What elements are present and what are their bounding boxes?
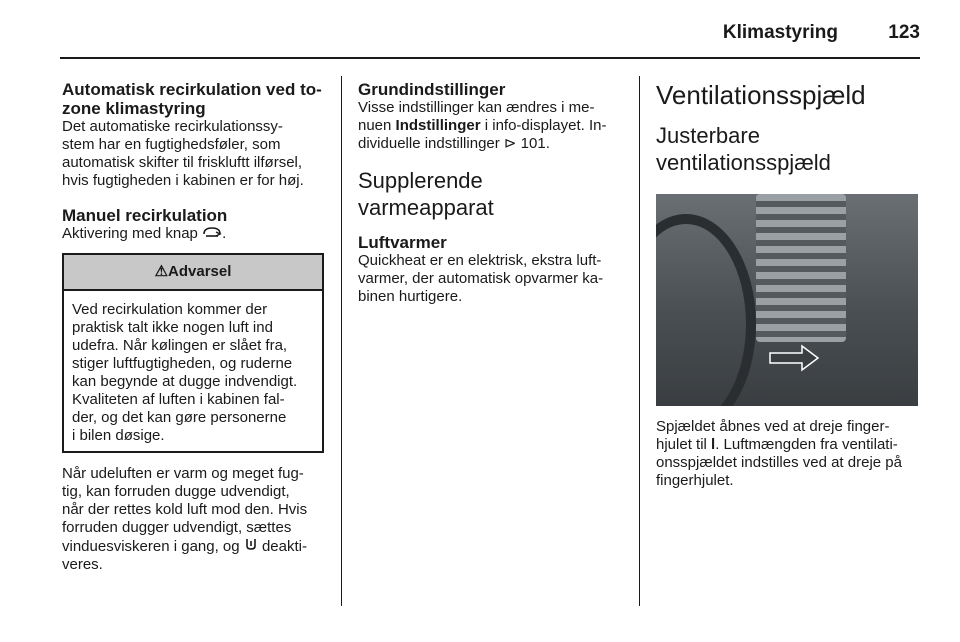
column-left: [62, 80, 324, 574]
auto-recirculation-text: Det automatiske recirkulationssy- stem har en fugtighedsføler, som automatisk skifter til friskluftt ilførsel, hvis fugtigheden i kabinen er for høj.: [62, 118, 304, 189]
open-position-icon: l: [711, 436, 716, 453]
air-heater-text: Quickheat er en elektrisk, ekstra luft- varmer, der automatisk opvarmer ka- binen hurtigere.: [358, 252, 604, 305]
heading-auto-recirculation: Automatisk recirkulation ved to-zone klimastyring: [62, 80, 322, 118]
page-header: [60, 0, 920, 58]
page-reference: 101.: [520, 135, 550, 152]
vent-adjust-text: [656, 418, 920, 490]
page-reference-icon: ⊳: [503, 135, 517, 152]
air-conditioning-icon: [244, 538, 258, 555]
warning-header: [64, 255, 322, 291]
header-rule: [60, 57, 920, 59]
manual-recirculation-text-pre: Aktivering med knap: [62, 225, 198, 242]
manual-recirculation-text: Aktivering med knap .: [62, 225, 227, 242]
outside-fog-text-post: deakti- veres.: [62, 538, 307, 573]
outside-fog-text-pre: Når udeluften er varm og meget fug- tig, kan forruden dugge udvendigt, når der rettes kold luft mod den. Hvis forruden dugger udvendigt, sættes vinduesviskeren i gang, og: [62, 465, 308, 555]
heading-adjustable-vents: Justerbare ventilationsspjæld: [656, 123, 831, 175]
vent-adjust-text-pre: Spjældet åbnes ved at dreje finger- hjulet til: [656, 418, 890, 453]
warning-text: Ved recirkulation kommer der praktisk talt ikke nogen luft ind udefra. Når kølingen er slået fra, stiger luftfugtigheden, og ruderne kan begynde at dugge indvendigt. Kvaliteten af luften i kabinen fal- der, og det kan gøre personerne i bilen døsige.: [72, 301, 298, 444]
vent-grille: [756, 194, 846, 342]
page-title: Klimastyring: [722, 22, 838, 43]
column-divider: [639, 76, 640, 606]
vent-adjust-text-post: . Luftmængden fra ventilati- onsspjældet indstilles ved at dreje på fingerhjulet.: [656, 436, 902, 489]
heading-basic-settings: Grundindstillinger: [358, 80, 506, 99]
page-number: 123: [888, 22, 920, 43]
basic-settings-text-post: i info-displayet. In- dividuelle indstillinger: [358, 117, 607, 152]
warning-triangle-icon: ⚠: [154, 263, 169, 280]
heading-ventilation: Ventilationsspjæld: [656, 80, 866, 110]
warning-box: [62, 253, 324, 453]
heading-manual-recirculation: Manuel recirkulation: [62, 206, 228, 225]
arrow-right-icon: [768, 344, 820, 372]
basic-settings-text-pre: Visse indstillinger kan ændres i me- nuen: [358, 99, 595, 134]
recirculation-icon: [202, 225, 222, 242]
outside-fog-text: [62, 465, 324, 574]
column-middle: [358, 80, 622, 306]
column-divider: [341, 76, 342, 606]
column-right: [656, 80, 920, 490]
basic-settings-text: [358, 99, 622, 153]
warning-title: Advarsel: [168, 263, 232, 280]
heading-auxiliary-heater: Supplerende varmeapparat: [358, 168, 494, 220]
settings-menu-label: Indstillinger: [395, 117, 481, 134]
vent-photo: [656, 194, 918, 406]
heading-air-heater: Luftvarmer: [358, 233, 447, 252]
steering-wheel-shape: [656, 214, 756, 406]
